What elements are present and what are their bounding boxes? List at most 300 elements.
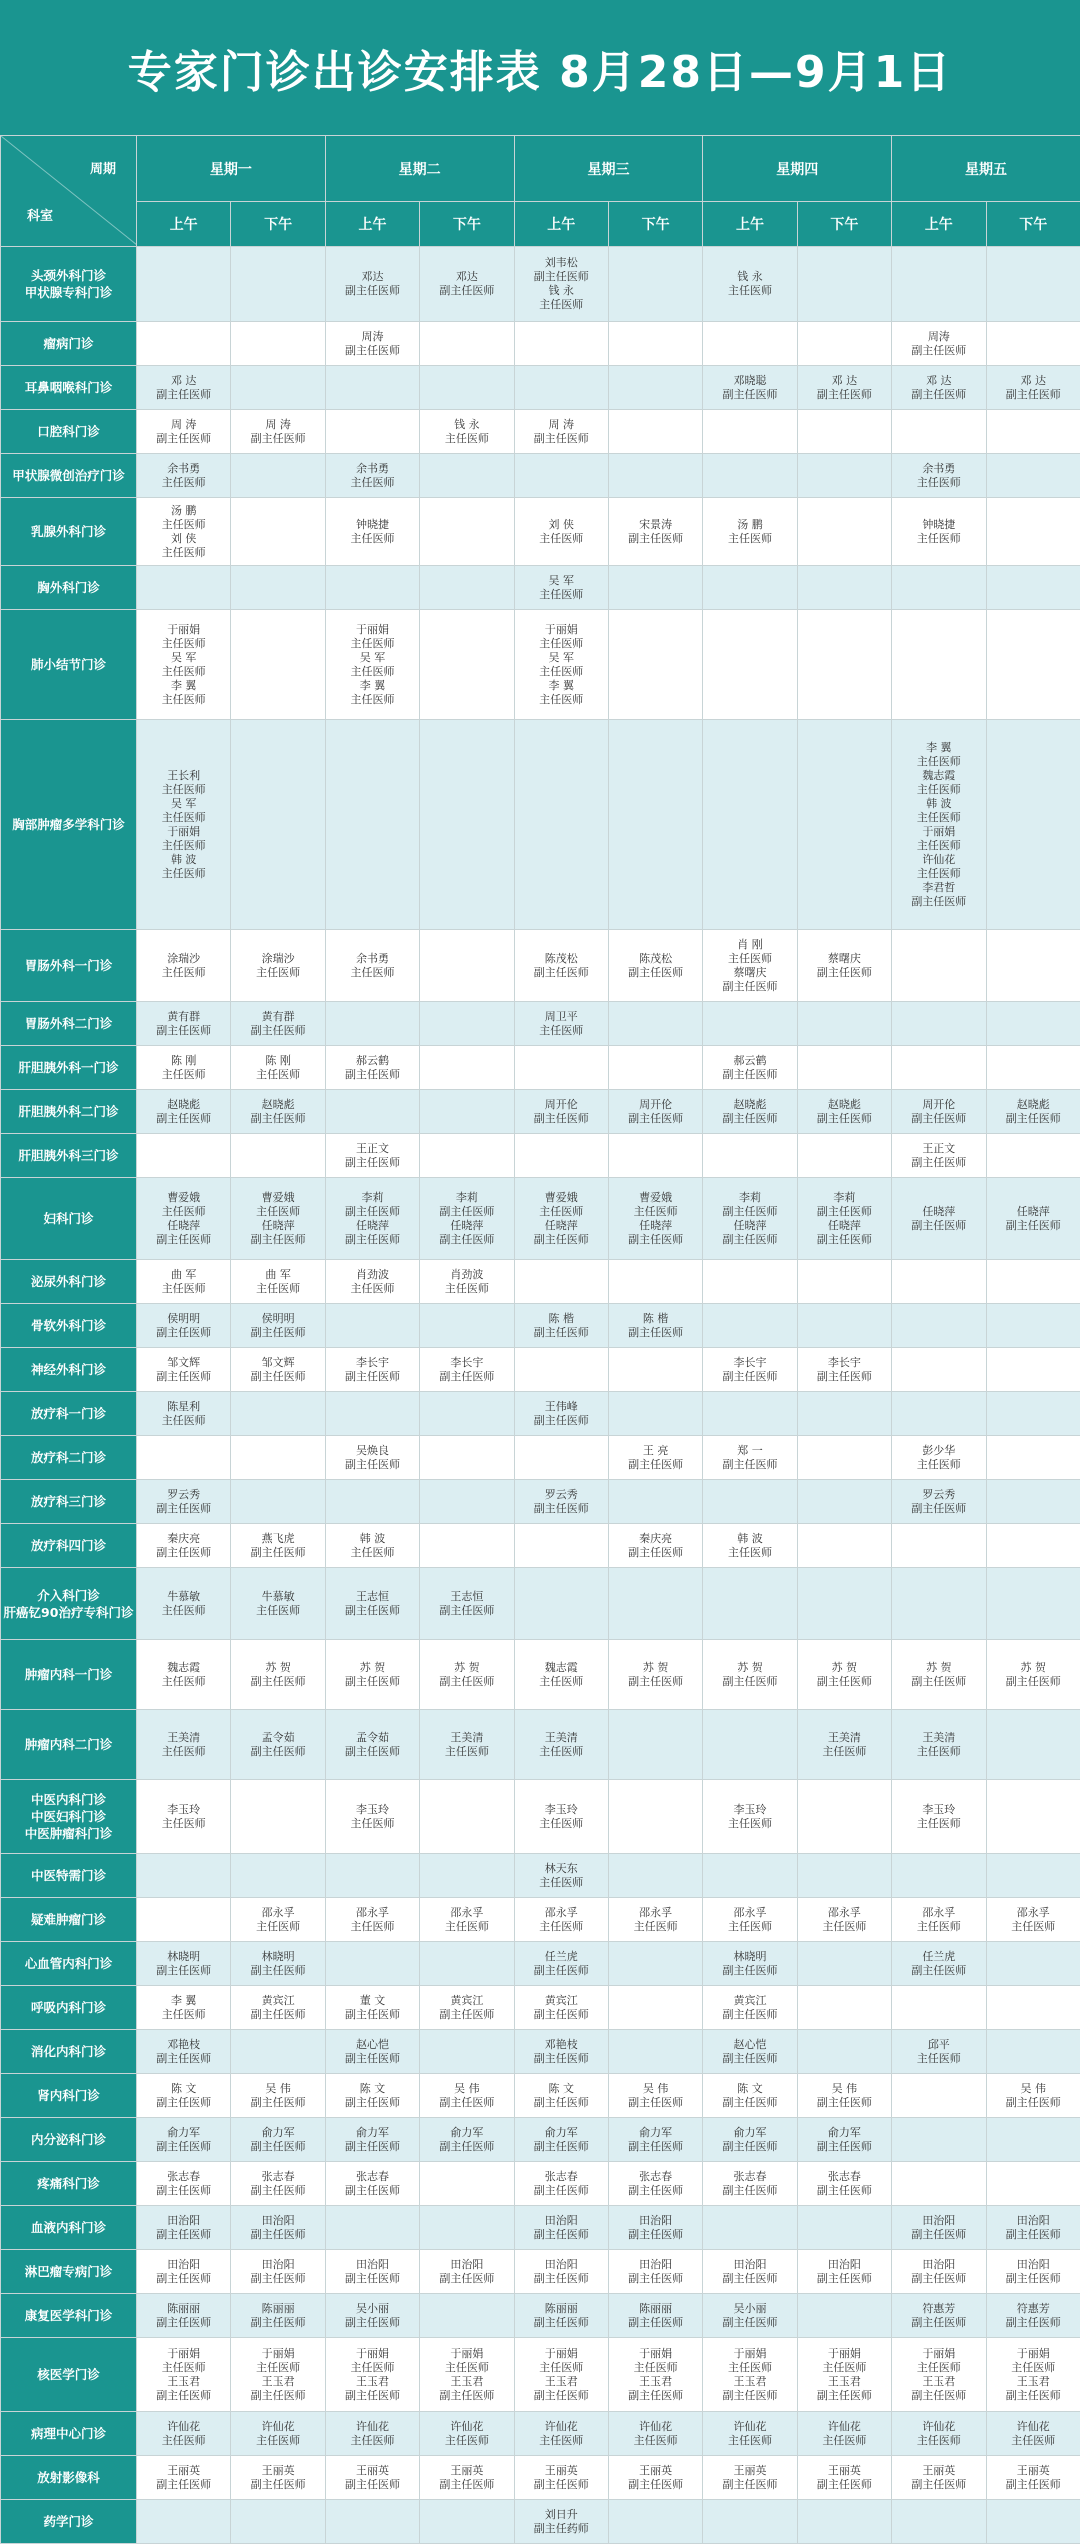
schedule-cell: [137, 566, 231, 610]
schedule-cell: [137, 322, 231, 366]
schedule-cell: [514, 930, 608, 1002]
schedule-cell: [231, 2206, 325, 2250]
schedule-cell: [608, 1854, 702, 1898]
doctor-name: 李 翼: [548, 678, 574, 692]
schedule-cell: [231, 2294, 325, 2338]
schedule-cell: [703, 1524, 797, 1568]
doctor-title: 副主任医师: [816, 1232, 872, 1246]
doctor-name: 郝云鹤: [355, 1053, 389, 1067]
doctor-title: 副主任医师: [722, 2271, 778, 2285]
schedule-cell: [514, 1304, 608, 1348]
department-name: [1, 2074, 137, 2118]
department-name: [1, 930, 137, 1002]
schedule-cell: [514, 2118, 608, 2162]
department-name: [1, 1046, 137, 1090]
doctor-name: 陈 文: [548, 2081, 574, 2095]
schedule-cell: [703, 930, 797, 1002]
schedule-cell: [986, 2074, 1080, 2118]
schedule-cell: [892, 366, 986, 410]
schedule-cell: [325, 1480, 419, 1524]
doctor-title: 副主任医师: [250, 2183, 306, 2197]
doctor-title: 主任医师: [1011, 2433, 1056, 2447]
doctor-title: 副主任医师: [911, 2477, 967, 2491]
schedule-cell: [892, 454, 986, 498]
schedule-cell: [892, 1134, 986, 1178]
schedule-row: [1, 2162, 1080, 2206]
department-name: [1, 1002, 137, 1046]
schedule-cell: [420, 1392, 514, 1436]
doctor-title: 副主任医师: [344, 343, 400, 357]
doctor-name: 钟晓捷: [355, 517, 389, 531]
schedule-cell: [797, 2162, 891, 2206]
doctor-title: 副主任医师: [533, 2315, 589, 2329]
doctor-title: 主任医师: [161, 2007, 206, 2021]
schedule-cell: [420, 2162, 514, 2206]
schedule-cell: [420, 2338, 514, 2412]
doctor-title: 副主任医师: [439, 2095, 495, 2109]
doctor-title: 副主任医师: [722, 2388, 778, 2402]
schedule-cell: [703, 2118, 797, 2162]
schedule-cell: [986, 1640, 1080, 1710]
schedule-cell: [514, 1090, 608, 1134]
doctor-name: 邓 达: [1020, 373, 1046, 387]
doctor-name: 赵心恺: [355, 2037, 389, 2051]
schedule-cell: [703, 2162, 797, 2206]
doctor-name: 苏 贺: [737, 1660, 763, 1674]
schedule-row: [1, 1524, 1080, 1568]
doctor-title: 副主任医师: [628, 2095, 684, 2109]
department-label: 疼痛科门诊: [37, 2176, 100, 2191]
doctor-title: 主任医师: [916, 475, 961, 489]
doctor-title: 主任医师: [161, 2360, 206, 2374]
schedule-cell: [137, 1178, 231, 1260]
doctor-title: 副主任医师: [156, 2095, 212, 2109]
page-title: 专家门诊出诊安排表 8月28日—9月1日: [0, 0, 1080, 135]
schedule-cell: [797, 247, 891, 322]
doctor-title: 副主任医师: [344, 1457, 400, 1471]
schedule-cell: [325, 1134, 419, 1178]
schedule-cell: [325, 2412, 419, 2456]
doctor-name: 陈丽丽: [261, 2301, 295, 2315]
doctor-title: 副主任医师: [533, 1232, 589, 1246]
schedule-row: [1, 1436, 1080, 1480]
doctor-name: 于丽娟: [733, 2346, 767, 2360]
schedule-row: [1, 2412, 1080, 2456]
doctor-name: 于丽娟: [544, 2346, 578, 2360]
doctor-name: 于丽娟: [167, 622, 201, 636]
doctor-title: 副主任医师: [156, 387, 212, 401]
schedule-cell: [986, 1260, 1080, 1304]
doctor-name: 林晓明: [167, 1949, 201, 1963]
corner-header: [1, 136, 137, 247]
doctor-title: 副主任医师: [533, 1111, 589, 1125]
doctor-title: 副主任医师: [722, 1369, 778, 1383]
schedule-cell: [703, 1436, 797, 1480]
schedule-cell: [703, 2030, 797, 2074]
doctor-title: 副主任医师: [439, 2477, 495, 2491]
doctor-title: 主任医师: [161, 1204, 206, 1218]
schedule-cell: [797, 2338, 891, 2412]
doctor-title: 主任医师: [822, 2433, 867, 2447]
doctor-name: 邵永孚: [922, 1905, 956, 1919]
department-name: [1, 1090, 137, 1134]
doctor-title: 副主任医师: [816, 387, 872, 401]
schedule-cell: [608, 566, 702, 610]
doctor-name: 任晓萍: [355, 1218, 389, 1232]
schedule-cell: [797, 2118, 891, 2162]
department-label: 呼吸内科门诊: [30, 2000, 106, 2015]
doctor-title: 主任医师: [161, 1413, 206, 1427]
doctor-title: 副主任医师: [439, 1674, 495, 1688]
schedule-cell: [986, 1392, 1080, 1436]
schedule-cell: [325, 1436, 419, 1480]
doctor-title: 主任医师: [350, 1816, 395, 1830]
doctor-name: 陈 文: [737, 2081, 763, 2095]
doctor-name: 任晓萍: [167, 1218, 201, 1232]
schedule-cell: [325, 2338, 419, 2412]
schedule-cell: [703, 720, 797, 930]
doctor-name: 于丽娟: [450, 2346, 484, 2360]
doctor-name: 宋景涛: [639, 517, 673, 531]
schedule-cell: [703, 1854, 797, 1898]
doctor-title: 主任医师: [822, 1919, 867, 1933]
schedule-cell: [514, 1710, 608, 1780]
doctor-title: 副主任医师: [344, 1603, 400, 1617]
doctor-title: 副主任医师: [911, 1674, 967, 1688]
schedule-cell: [703, 1898, 797, 1942]
department-name: [1, 1260, 137, 1304]
schedule-cell: [420, 610, 514, 720]
doctor-name: 黄宾江: [450, 1993, 484, 2007]
schedule-cell: [703, 1480, 797, 1524]
department-label: 乳腺外科门诊: [30, 524, 106, 539]
schedule-cell: [137, 2030, 231, 2074]
schedule-cell: [608, 1524, 702, 1568]
schedule-cell: [231, 1392, 325, 1436]
doctor-title: 副主任医师: [911, 1501, 967, 1515]
doctor-title: 主任医师: [539, 1204, 584, 1218]
doctor-title: 主任医师: [161, 810, 206, 824]
doctor-title: 副主任医师: [250, 2271, 306, 2285]
doctor-title: 副主任医师: [911, 1155, 967, 1169]
doctor-title: 主任医师: [256, 1919, 301, 1933]
schedule-cell: [892, 2412, 986, 2456]
doctor-name: 王美清: [450, 1730, 484, 1744]
schedule-cell: [514, 2250, 608, 2294]
schedule-cell: [231, 1780, 325, 1854]
schedule-cell: [892, 566, 986, 610]
schedule-cell: [703, 366, 797, 410]
doctor-name: 苏 贺: [642, 1660, 669, 1674]
doctor-name: 陈丽丽: [639, 2301, 673, 2315]
doctor-title: 主任医师: [822, 1744, 867, 1758]
doctor-title: 副主任医师: [722, 1111, 778, 1125]
schedule-cell: [608, 1898, 702, 1942]
doctor-name: 于丽娟: [355, 2346, 389, 2360]
schedule-cell: [608, 2162, 702, 2206]
schedule-cell: [703, 454, 797, 498]
doctor-name: 许仙花: [261, 2419, 295, 2433]
schedule-cell: [325, 566, 419, 610]
schedule-cell: [608, 1942, 702, 1986]
schedule-cell: [514, 1898, 608, 1942]
doctor-title: 副主任医师: [344, 2007, 400, 2021]
doctor-name: 王长利: [167, 768, 201, 782]
schedule-cell: [703, 2500, 797, 2544]
doctor-title: 主任医师: [539, 2433, 584, 2447]
doctor-title: 副主任医师: [250, 1232, 306, 1246]
schedule-cell: [986, 1524, 1080, 1568]
doctor-name: 李莉: [833, 1190, 856, 1204]
doctor-title: 主任医师: [916, 754, 961, 768]
schedule-cell: [420, 1304, 514, 1348]
schedule-row: [1, 566, 1080, 610]
schedule-cell: [231, 2412, 325, 2456]
doctor-name: 王丽英: [261, 2463, 295, 2477]
doctor-title: 副主任医师: [344, 2388, 400, 2402]
doctor-title: 主任医师: [916, 2051, 961, 2065]
doctor-name: 涂瑞沙: [167, 951, 201, 965]
schedule-cell: [892, 1524, 986, 1568]
schedule-cell: [797, 1942, 891, 1986]
department-name: [1, 2250, 137, 2294]
doctor-title: 主任医师: [350, 692, 395, 706]
doctor-name: 许仙花: [355, 2419, 389, 2433]
department-label: 甲状腺微创治疗门诊: [12, 468, 125, 483]
schedule-cell: [231, 1436, 325, 1480]
schedule-cell: [703, 2206, 797, 2250]
department-label: 消化内科门诊: [30, 2044, 106, 2059]
doctor-name: 王玉君: [827, 2374, 861, 2388]
doctor-name: 王丽英: [827, 2463, 861, 2477]
doctor-title: 副主任医师: [344, 2183, 400, 2197]
doctor-title: 主任医师: [539, 587, 584, 601]
doctor-name: 许仙花: [639, 2419, 673, 2433]
doctor-title: 副主任医师: [628, 1111, 684, 1125]
schedule-cell: [514, 610, 608, 720]
schedule-cell: [137, 720, 231, 930]
doctor-title: 副主任医师: [250, 1674, 306, 1688]
schedule-cell: [608, 610, 702, 720]
doctor-title: 主任医师: [539, 1023, 584, 1037]
department-label: 中医特需门诊: [30, 1868, 106, 1883]
schedule-cell: [892, 2118, 986, 2162]
department-name: [1, 1942, 137, 1986]
doctor-name: 牛慕敏: [261, 1589, 295, 1603]
schedule-row: [1, 498, 1080, 566]
doctor-title: 副主任医师: [156, 1963, 212, 1977]
schedule-cell: [986, 1046, 1080, 1090]
doctor-name: 于丽娟: [639, 2346, 673, 2360]
doctor-name: 张志春: [733, 2169, 767, 2183]
doctor-title: 副主任医师: [533, 1501, 589, 1515]
doctor-title: 主任医师: [350, 1919, 395, 1933]
department-label: 胸外科门诊: [37, 580, 100, 595]
doctor-name: 吴 军: [359, 650, 386, 664]
doctor-name: 赵晓彪: [1016, 1097, 1050, 1111]
doctor-name: 蔡曙庆: [733, 965, 767, 979]
schedule-cell: [420, 1134, 514, 1178]
schedule-cell: [325, 1854, 419, 1898]
schedule-cell: [986, 1568, 1080, 1640]
doctor-title: 副主任医师: [911, 387, 967, 401]
schedule-cell: [231, 2162, 325, 2206]
doctor-title: 副主任医师: [1005, 2271, 1061, 2285]
doctor-title: 副主任医师: [628, 1325, 684, 1339]
schedule-cell: [892, 1854, 986, 1898]
schedule-cell: [420, 2294, 514, 2338]
schedule-cell: [231, 1260, 325, 1304]
doctor-title: 副主任医师: [156, 2051, 212, 2065]
schedule-cell: [325, 1304, 419, 1348]
schedule-cell: [514, 1524, 608, 1568]
schedule-cell: [608, 1134, 702, 1178]
department-label: 肾内科门诊: [37, 2088, 100, 2103]
schedule-cell: [137, 2206, 231, 2250]
doctor-title: 主任医师: [161, 965, 206, 979]
department-name: [1, 2118, 137, 2162]
schedule-cell: [608, 1178, 702, 1260]
schedule-row: [1, 930, 1080, 1002]
doctor-name: 吴小丽: [733, 2301, 767, 2315]
schedule-cell: [325, 1178, 419, 1260]
schedule-cell: [986, 454, 1080, 498]
schedule-cell: [608, 2206, 702, 2250]
doctor-title: 副主任医师: [533, 965, 589, 979]
doctor-name: 王玉君: [167, 2374, 201, 2388]
doctor-name: 田治阳: [827, 2257, 861, 2271]
doctor-title: 主任医师: [1011, 2360, 1056, 2374]
doctor-title: 副主任医师: [722, 2315, 778, 2329]
doctor-name: 郝云鹤: [733, 1053, 767, 1067]
doctor-title: 副主任医师: [911, 2227, 967, 2241]
doctor-title: 主任医师: [916, 531, 961, 545]
schedule-cell: [137, 2456, 231, 2500]
doctor-title: 副主任医师: [156, 2477, 212, 2491]
schedule-cell: [986, 1090, 1080, 1134]
schedule-cell: [608, 2412, 702, 2456]
doctor-title: 主任医师: [161, 1603, 206, 1617]
doctor-title: 主任医师: [728, 1816, 773, 1830]
schedule-cell: [420, 498, 514, 566]
schedule-cell: [514, 1480, 608, 1524]
doctor-name: 于丽娟: [167, 824, 201, 838]
doctor-title: 主任医师: [633, 1919, 678, 1933]
schedule-cell: [514, 2074, 608, 2118]
doctor-name: 田治阳: [167, 2257, 201, 2271]
doctor-title: 副主任医师: [344, 2051, 400, 2065]
doctor-name: 俞力军: [639, 2125, 673, 2139]
doctor-title: 副主任医师: [628, 1457, 684, 1471]
department-label: 血液内科门诊: [30, 2220, 106, 2235]
doctor-title: 副主任医师: [439, 1232, 495, 1246]
schedule-cell: [325, 1392, 419, 1436]
schedule-cell: [420, 1780, 514, 1854]
doctor-name: 韩 波: [926, 796, 952, 810]
schedule-cell: [608, 1986, 702, 2030]
doctor-title: 主任医师: [256, 1067, 301, 1081]
doctor-title: 主任医师: [728, 284, 773, 297]
doctor-title: 副主任医师: [156, 2183, 212, 2197]
doctor-title: 主任医师: [161, 636, 206, 650]
schedule-cell: [420, 2030, 514, 2074]
doctor-title: 主任医师: [633, 2360, 678, 2374]
department-label: 泌尿外科门诊: [30, 1274, 106, 1289]
schedule-row: [1, 610, 1080, 720]
doctor-name: 秦庆亮: [167, 1531, 201, 1545]
doctor-title: 副主任医师: [250, 2007, 306, 2021]
schedule-cell: [703, 1002, 797, 1046]
doctor-name: 苏 贺: [1020, 1660, 1046, 1674]
doctor-title: 主任医师: [161, 517, 206, 531]
doctor-name: 刘 侠: [548, 517, 574, 531]
schedule-row: [1, 1090, 1080, 1134]
schedule-cell: [986, 1134, 1080, 1178]
schedule-cell: [420, 1046, 514, 1090]
schedule-cell: [420, 1090, 514, 1134]
schedule-row: [1, 1898, 1080, 1942]
schedule-cell: [514, 1178, 608, 1260]
doctor-name: 俞力军: [544, 2125, 578, 2139]
doctor-name: 汤 鹏: [737, 517, 763, 531]
pm-header: 下午: [608, 202, 702, 247]
pm-header: 下午: [986, 202, 1080, 247]
am-header: 上午: [892, 202, 986, 247]
doctor-title: 主任医师: [539, 1816, 584, 1830]
schedule-cell: [986, 247, 1080, 322]
schedule-cell: [703, 1942, 797, 1986]
schedule-cell: [325, 610, 419, 720]
doctor-name: 黄宾江: [544, 1993, 578, 2007]
doctor-name: 余书勇: [355, 951, 389, 965]
doctor-title: 副主任医师: [533, 2095, 589, 2109]
doctor-name: 曲 军: [170, 1267, 197, 1281]
schedule-cell: [231, 610, 325, 720]
doctor-title: 副主任医师: [250, 2315, 306, 2329]
doctor-name: 苏 贺: [831, 1660, 858, 1674]
corner-dept-label: 科室: [27, 209, 54, 224]
doctor-name: 吴 伟: [454, 2081, 480, 2095]
schedule-cell: [325, 498, 419, 566]
schedule-cell: [892, 1436, 986, 1480]
doctor-name: 陈丽丽: [167, 2301, 201, 2315]
schedule-cell: [797, 2206, 891, 2250]
doctor-title: 副主任医师: [628, 531, 684, 545]
doctor-title: 主任医师: [256, 1204, 301, 1218]
doctor-name: 俞力军: [355, 2125, 389, 2139]
doctor-name: 吴 军: [170, 796, 197, 810]
schedule-cell: [137, 1090, 231, 1134]
schedule-cell: [420, 2118, 514, 2162]
doctor-name: 李长宇: [733, 1355, 767, 1369]
doctor-name: 王丽英: [639, 2463, 673, 2477]
doctor-title: 副主任医师: [156, 1023, 212, 1037]
doctor-name: 郑 一: [737, 1443, 763, 1457]
doctor-title: 副主任医师: [250, 1369, 306, 1383]
doctor-title: 副主任医师: [250, 431, 306, 445]
doctor-title: 副主任医师: [1005, 2477, 1061, 2491]
schedule-cell: [892, 1392, 986, 1436]
corner-diagonal: [1, 136, 137, 245]
doctor-name: 周涛: [361, 329, 384, 343]
doctor-name: 周开伦: [639, 1097, 673, 1111]
schedule-row: [1, 2030, 1080, 2074]
schedule-cell: [892, 1304, 986, 1348]
department-label: 放疗科三门诊: [30, 1494, 106, 1509]
schedule-cell: [231, 1710, 325, 1780]
schedule-cell: [608, 2118, 702, 2162]
schedule-cell: [703, 566, 797, 610]
